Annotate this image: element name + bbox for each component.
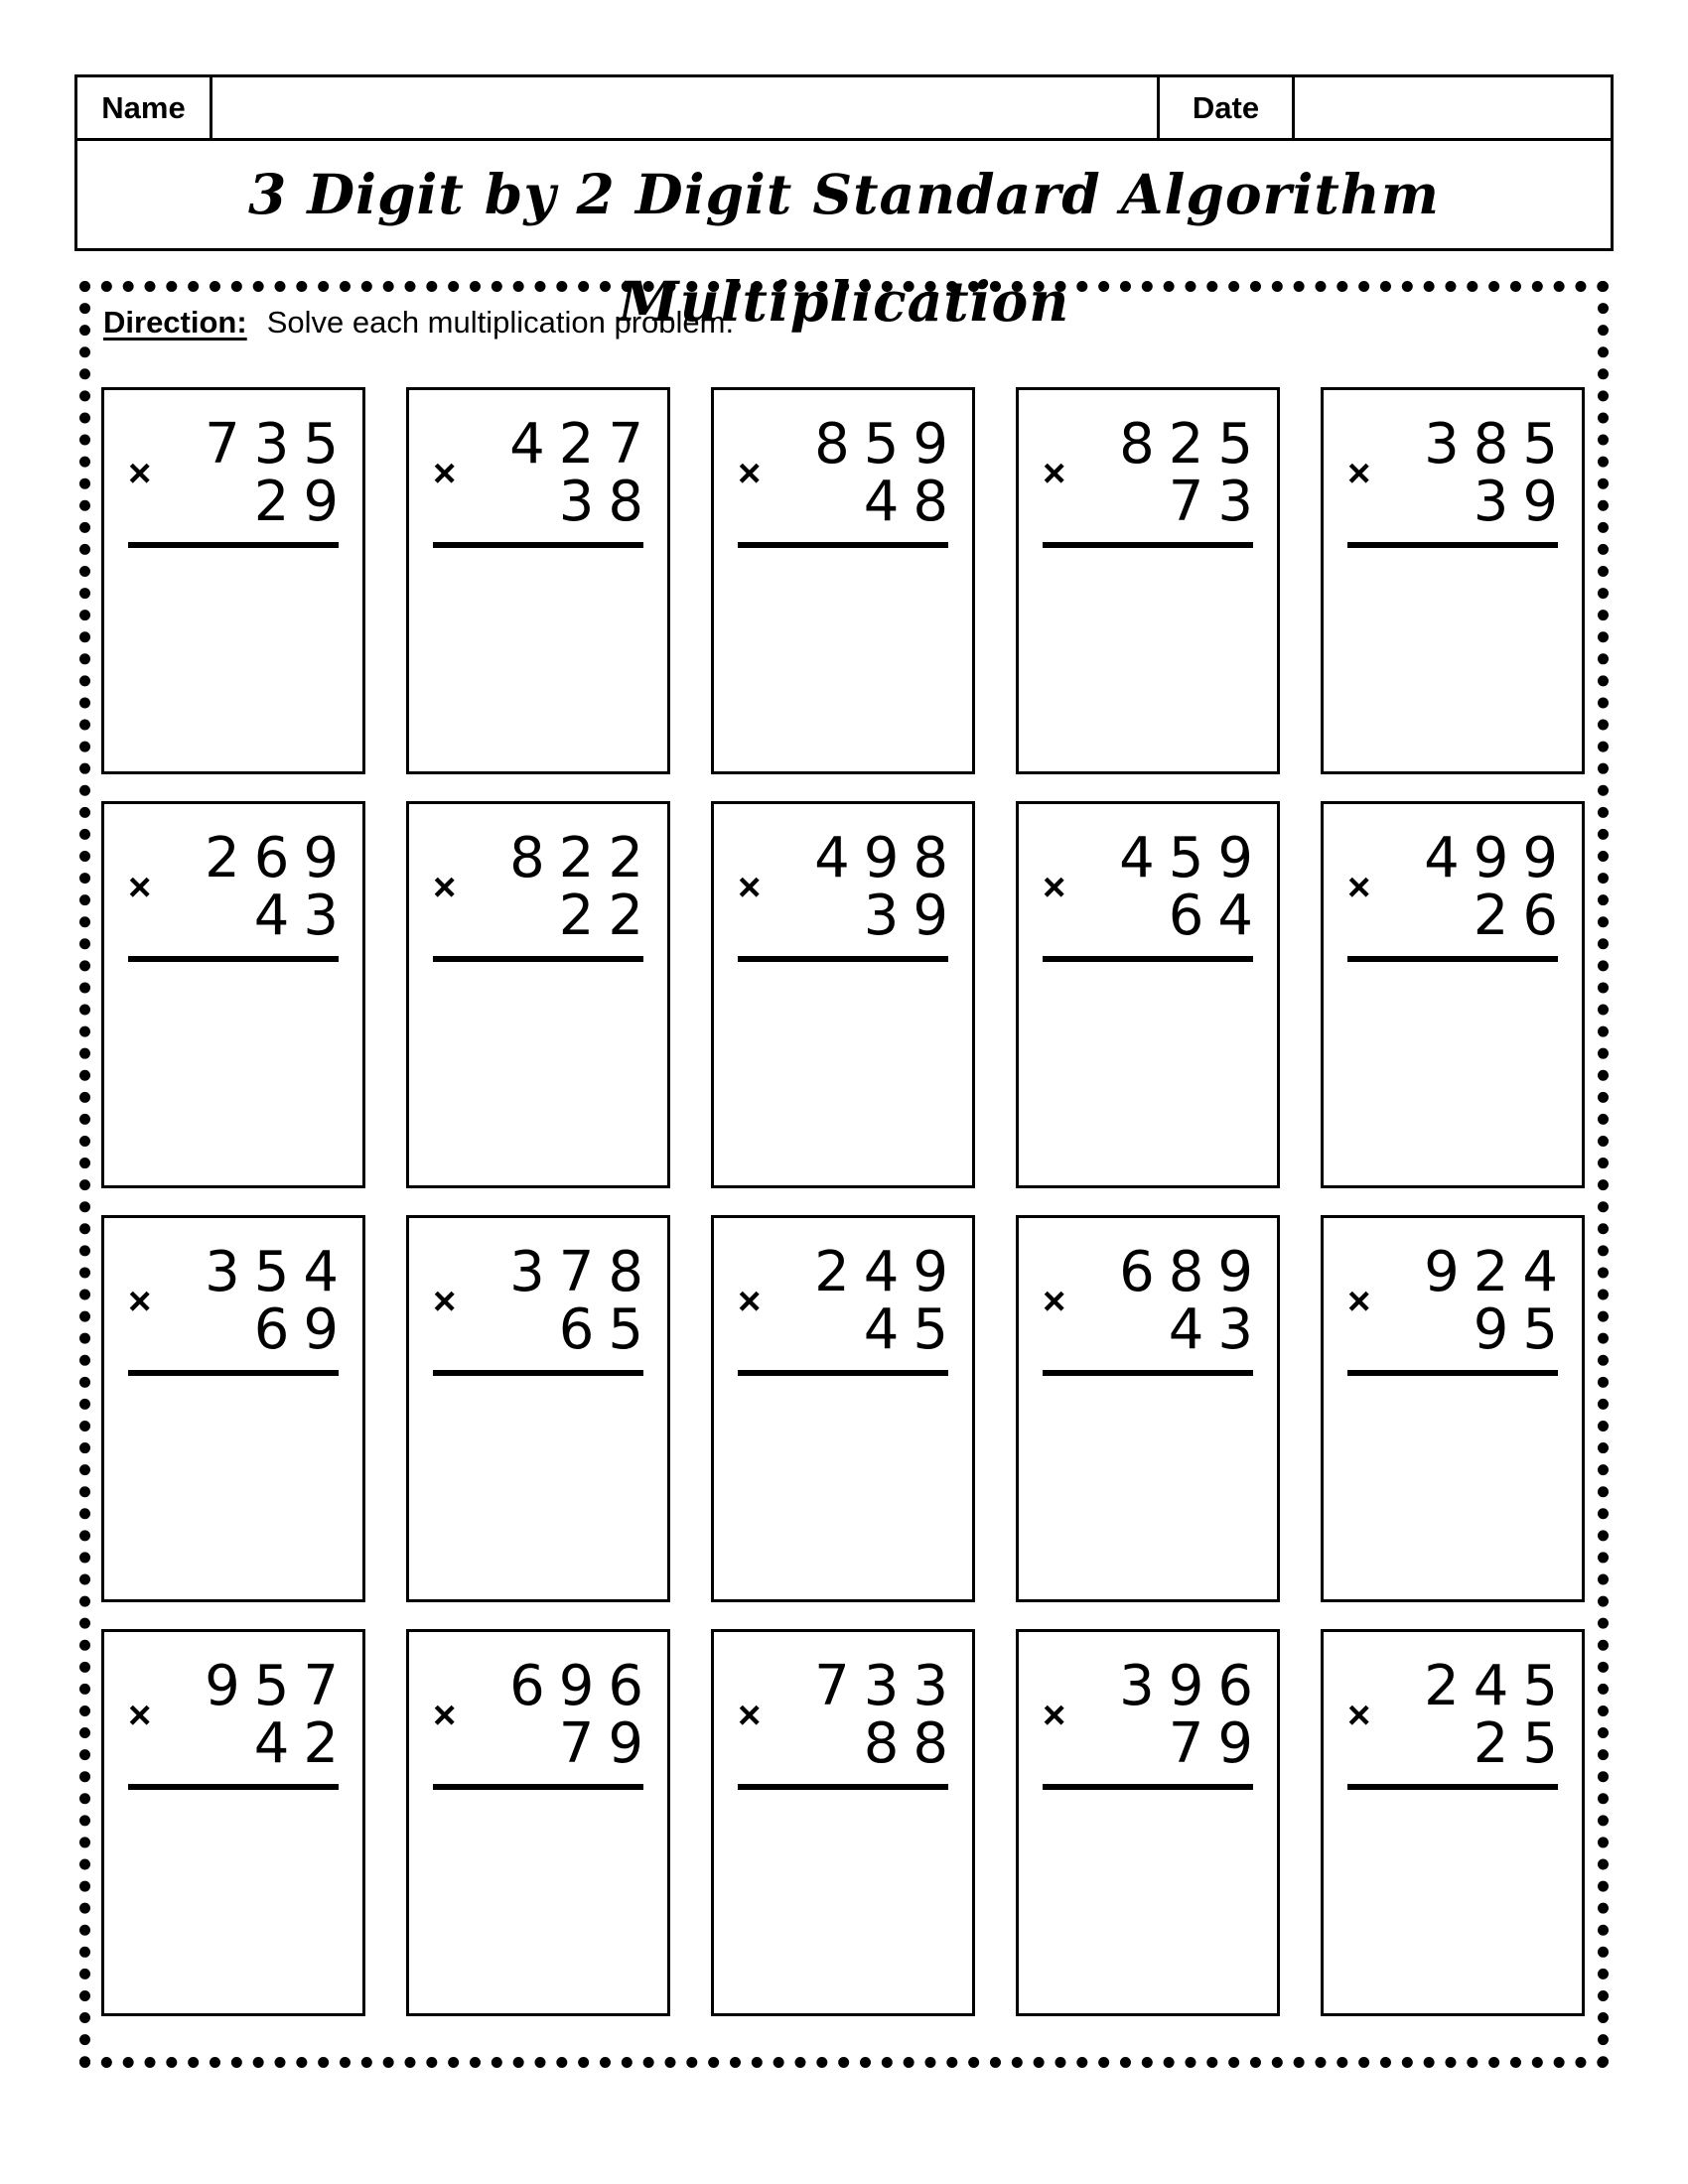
multiply-sign: × <box>1347 1280 1371 1323</box>
multiplicand: 499 <box>1424 826 1572 890</box>
multiply-sign: × <box>128 452 152 495</box>
answer-rule <box>128 956 339 962</box>
answer-rule <box>1347 956 1558 962</box>
multiplicand: 354 <box>205 1240 352 1304</box>
problem-box[interactable] <box>406 387 670 774</box>
answer-rule <box>128 1370 339 1376</box>
problem-box[interactable] <box>1321 387 1585 774</box>
multiply-sign: × <box>1347 1694 1371 1737</box>
multiplicand: 859 <box>814 412 962 477</box>
date-label: Date <box>1192 90 1260 125</box>
multiplier: 69 <box>253 1297 352 1362</box>
multiplier: 79 <box>558 1711 657 1776</box>
problem-box[interactable] <box>101 1215 365 1602</box>
problem-box[interactable] <box>711 387 975 774</box>
answer-rule <box>128 542 339 548</box>
answer-rule <box>1347 1370 1558 1376</box>
answer-rule <box>1347 542 1558 548</box>
problem-box[interactable] <box>1321 1215 1585 1602</box>
multiplicand: 396 <box>1119 1654 1267 1718</box>
multiplicand: 249 <box>814 1240 962 1304</box>
problem-box[interactable] <box>1321 801 1585 1188</box>
multiplier: 73 <box>1168 470 1267 534</box>
multiply-sign: × <box>433 1694 457 1737</box>
answer-rule <box>1347 1784 1558 1790</box>
multiply-sign: × <box>738 452 762 495</box>
multiplicand: 696 <box>509 1654 657 1718</box>
multiply-sign: × <box>128 1280 152 1323</box>
problem-box[interactable] <box>406 801 670 1188</box>
problem-box[interactable] <box>101 801 365 1188</box>
problem-box[interactable] <box>711 1215 975 1602</box>
multiply-sign: × <box>1043 452 1066 495</box>
multiplier: 25 <box>1473 1711 1572 1776</box>
multiplier: 79 <box>1168 1711 1267 1776</box>
problem-box[interactable] <box>1016 1629 1280 2016</box>
date-label-cell <box>1160 77 1295 138</box>
answer-rule <box>128 1784 339 1790</box>
multiplicand: 735 <box>205 412 352 477</box>
multiplicand: 245 <box>1424 1654 1572 1718</box>
problem-box[interactable] <box>406 1215 670 1602</box>
multiplier: 39 <box>1473 470 1572 534</box>
multiply-sign: × <box>738 1280 762 1323</box>
answer-rule <box>1043 542 1253 548</box>
multiplicand: 269 <box>205 826 352 890</box>
multiplicand: 924 <box>1424 1240 1572 1304</box>
name-label-cell <box>77 77 212 138</box>
answer-rule <box>738 1784 948 1790</box>
multiply-sign: × <box>433 1280 457 1323</box>
answer-rule <box>738 956 948 962</box>
multiply-sign: × <box>433 866 457 909</box>
multiply-sign: × <box>1347 866 1371 909</box>
multiplier: 64 <box>1168 884 1267 948</box>
multiplicand: 427 <box>509 412 657 477</box>
multiplicand: 459 <box>1119 826 1267 890</box>
problem-box[interactable] <box>406 1629 670 2016</box>
multiplicand: 733 <box>814 1654 962 1718</box>
multiply-sign: × <box>738 1694 762 1737</box>
answer-rule <box>1043 1370 1253 1376</box>
multiplier: 45 <box>863 1297 962 1362</box>
multiplicand: 378 <box>509 1240 657 1304</box>
multiply-sign: × <box>1043 1694 1066 1737</box>
problem-box[interactable] <box>1321 1629 1585 2016</box>
multiply-sign: × <box>738 866 762 909</box>
name-label: Name <box>101 90 186 125</box>
answer-rule <box>433 1370 643 1376</box>
direction-text: Solve each multiplication problem. <box>266 305 735 340</box>
date-field[interactable] <box>1295 77 1611 138</box>
problem-box[interactable] <box>1016 801 1280 1188</box>
multiplicand: 957 <box>205 1654 352 1718</box>
multiply-sign: × <box>433 452 457 495</box>
multiplier: 48 <box>863 470 962 534</box>
problem-box[interactable] <box>101 1629 365 2016</box>
answer-rule <box>1043 956 1253 962</box>
multiplicand: 822 <box>509 826 657 890</box>
answer-rule <box>433 1784 643 1790</box>
answer-rule <box>433 542 643 548</box>
multiplier: 88 <box>863 1711 962 1776</box>
problem-box[interactable] <box>101 387 365 774</box>
multiplier: 39 <box>863 884 962 948</box>
multiplier: 95 <box>1473 1297 1572 1362</box>
multiplicand: 689 <box>1119 1240 1267 1304</box>
multiplier: 43 <box>253 884 352 948</box>
answer-rule <box>738 542 948 548</box>
multiply-sign: × <box>1043 1280 1066 1323</box>
multiplicand: 498 <box>814 826 962 890</box>
multiplier: 22 <box>558 884 657 948</box>
direction-line <box>103 303 734 342</box>
worksheet-title: 3 Digit by 2 Digit Standard Algorithm Multiplication <box>248 162 1440 334</box>
multiply-sign: × <box>1347 452 1371 495</box>
multiplier: 38 <box>558 470 657 534</box>
multiplicand: 825 <box>1119 412 1267 477</box>
problem-box[interactable] <box>1016 387 1280 774</box>
multiplier: 29 <box>253 470 352 534</box>
multiplicand: 385 <box>1424 412 1572 477</box>
name-date-row <box>77 77 1611 141</box>
multiply-sign: × <box>1043 866 1066 909</box>
multiplier: 43 <box>1168 1297 1267 1362</box>
problem-box[interactable] <box>711 1629 975 2016</box>
name-field[interactable] <box>212 77 1160 138</box>
multiply-sign: × <box>128 866 152 909</box>
answer-rule <box>738 1370 948 1376</box>
multiply-sign: × <box>128 1694 152 1737</box>
multiplier: 42 <box>253 1711 352 1776</box>
multiplier: 26 <box>1473 884 1572 948</box>
answer-rule <box>1043 1784 1253 1790</box>
multiplier: 65 <box>558 1297 657 1362</box>
answer-rule <box>433 956 643 962</box>
problem-box[interactable] <box>1016 1215 1280 1602</box>
problem-box[interactable] <box>711 801 975 1188</box>
direction-label: Direction: <box>103 305 247 340</box>
